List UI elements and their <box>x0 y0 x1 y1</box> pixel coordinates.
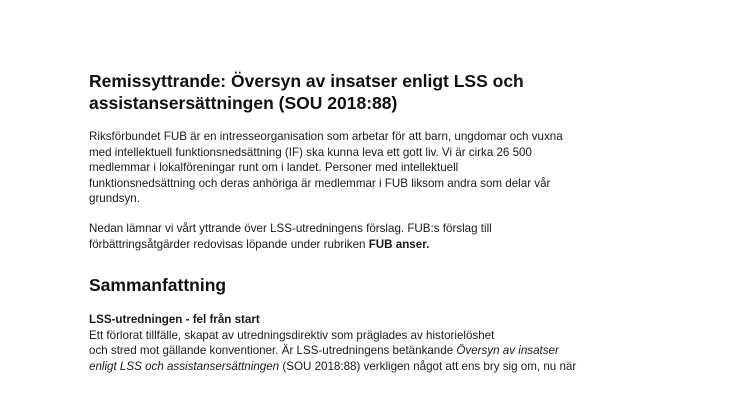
italic-title-run: enligt LSS och assistansersättningen <box>89 359 280 373</box>
text-run: (SOU 2018:88) verkligen något att ens bry sig om, nu när <box>279 359 577 373</box>
document-content <box>89 70 669 375</box>
section-heading-sammanfattning: Sammanfattning <box>89 275 227 296</box>
italic-title-run: Översyn av insatser <box>456 344 559 358</box>
subheading: LSS-utredningen - fel från start <box>89 313 260 327</box>
text-line: med intellektuell funktionsnedsättning (IF) ska kunna leva ett gott liv. Vi är cirka 26 500 <box>89 145 532 159</box>
text-line <box>89 237 669 253</box>
text-line <box>89 343 669 359</box>
text-line: Nedan lämnar vi vårt yttrande över LSS-utredningens förslag. FUB:s förslag till <box>89 221 492 235</box>
text-line: Riksförbundet FUB är en intresseorganisation som arbetar för att barn, ungdomar och vuxna <box>89 130 563 143</box>
text-line <box>89 359 669 375</box>
title-line: assistansersättningen (SOU 2018:88) <box>89 93 398 113</box>
text-line: grundsyn. <box>89 192 140 206</box>
text-run: och stred mot gällande konventioner. Är LSS-utredningens betänkande <box>89 344 457 358</box>
intro-paragraph <box>89 129 669 207</box>
text-run: förbättringsåtgärder redovisas löpande under rubriken <box>89 237 369 251</box>
proposal-paragraph <box>89 221 669 252</box>
text-line: Ett förlorat tillfälle, skapat av utredningsdirektiv som präglades av historielöshet <box>89 328 495 342</box>
summary-paragraph <box>89 328 669 375</box>
title-line: Remissyttrande: Översyn av insatser enligt LSS och <box>89 71 524 91</box>
fub-anser-bold: FUB anser. <box>368 237 430 251</box>
text-line: medlemmar i lokalföreningar runt om i landet. Personer med intellektuell <box>89 161 459 175</box>
text-line: funktionsnedsättning och deras anhöriga är medlemmar i FUB liksom andra som delar vår <box>89 176 551 190</box>
document-title <box>89 70 669 114</box>
